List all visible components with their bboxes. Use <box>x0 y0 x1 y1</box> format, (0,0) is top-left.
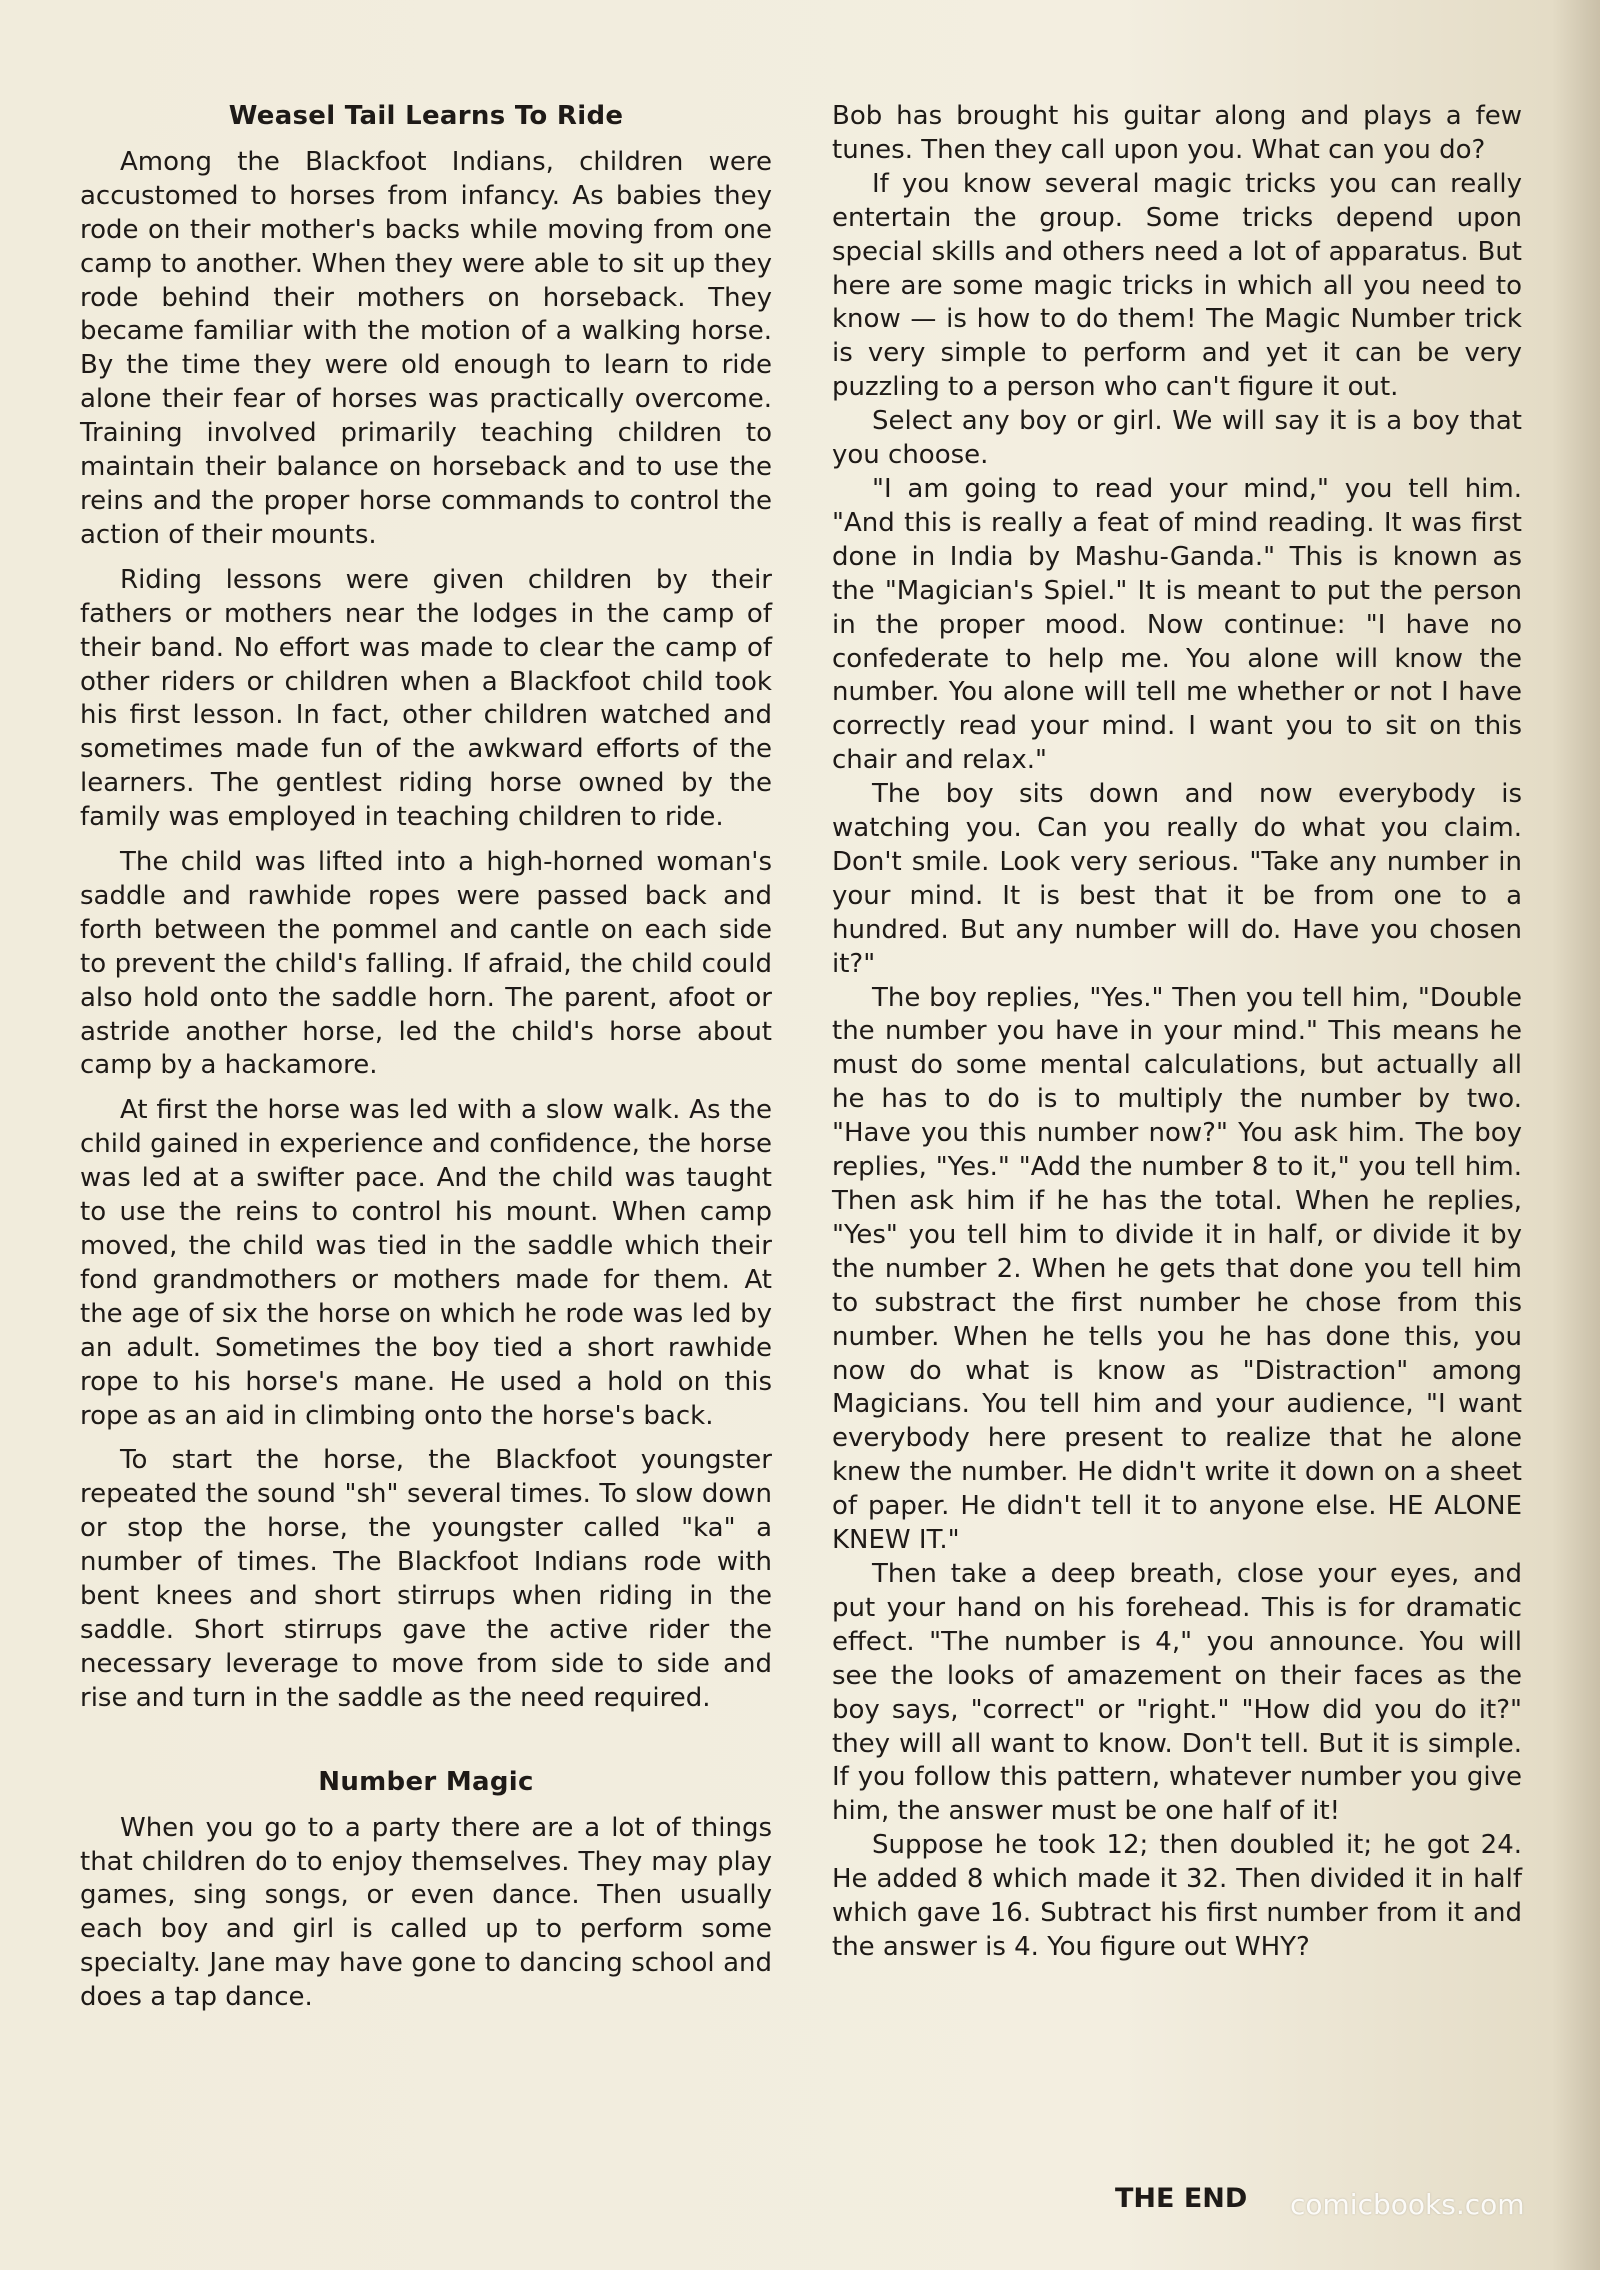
article-title-weasel-tail: Weasel Tail Learns To Ride <box>228 101 624 131</box>
article-paragraph: The boy replies, "Yes." Then you tell him, "Double the number you have in your mind." This means he must do some mental calculations, but actually all he has to do is to multiply the number by two. "Have you this number now?" You ask him. The boy replies, "Yes." "Add the number 8 to it," you tell him. Then ask him if he has the total. When he replies, "Yes" you tell him to divide it in half, or divide it by the number 2. When he gets that done you tell him to substract the first number he chose from this number. When he tells you he has done this, you now do what is know as "Distraction" among Magicians. You tell him and your audience, "I want everybody here present to realize that he alone knew the number. He didn't write it down on a sheet of paper. He didn't tell it to anyone else. HE ALONE KNEW IT." <box>832 982 1522 1556</box>
watermark: comicbooks.com <box>1290 2188 1525 2221</box>
article-paragraph: Suppose he took 12; then doubled it; he got 24. He added 8 which made it 32. Then divided it in half which gave 16. Subtract his first number from it and the answer is 4. You figure out WHY? <box>832 1830 1522 1962</box>
article-paragraph: At first the horse was led with a slow walk. As the child gained in experience and confidence, the horse was led at a swifter pace. And the child was taught to use the reins to control his mount. When camp moved, the child was tied in the saddle which their fond grandmothers or mothers made for them. At the age of six the horse on which he rode was led by an adult. Sometimes the boy tied a short rawhide rope to his horse's mane. He used a hold on this rope as an aid in climbing onto the horse's back. <box>80 1095 772 1431</box>
article-title-number-magic: Number Magic <box>318 1766 534 1797</box>
article-paragraph: Bob has brought his guitar along and plays a few tunes. Then they call upon you. What can you do? <box>832 101 1522 165</box>
article-paragraph: "I am going to read your mind," you tell him. "And this is really a feat of mind reading. It was first done in India by Mashu-Ganda." This is known as the "Magician's Spiel." It is meant to put the person in the proper mood. Now continue: "I have no confederate to help me. You alone will know the number. You alone will tell me whether or not I have correctly read your mind. I want you to sit on this chair and relax." <box>832 473 1522 776</box>
article-paragraph: Riding lessons were given children by their fathers or mothers near the lodges in the camp of their band. No effort was made to clear the camp of other riders or children when a Blackfoot child took his first lesson. In fact, other children watched and sometimes made fun of the awkward efforts of the learners. The gentlest riding horse owned by the family was employed in teaching children to ride. <box>80 564 772 833</box>
article-paragraph: To start the horse, the Blackfoot youngster repeated the sound "sh" several times. To slow down or stop the horse, the youngster called "ka" a number of times. The Blackfoot Indians rode with bent knees and short stirrups when riding in the saddle. Short stirrups gave the active rider the necessary leverage to move from side to side and rise and turn in the saddle as the need required. <box>80 1445 772 1713</box>
article-paragraph: The boy sits down and now everybody is watching you. Can you really do what you claim. Don't smile. Look very serious. "Take any number in your mind. It is best that it be from one to a hundred. But any number will do. Have you chosen it?" <box>832 779 1522 979</box>
right-column <box>832 100 1522 1965</box>
article-paragraph: Then take a deep breath, close your eyes, and put your hand on his forehead. This is for dramatic effect. "The number is 4," you announce. You will see the looks of amazement on their faces as the boy says, "correct" or "right." "How did you do it?" they will all want to know. Don't tell. But it is simple. If you follow this pattern, whatever number you give him, the answer must be one half of it! <box>832 1558 1522 1827</box>
article-paragraph: Select any boy or girl. We will say it is a boy that you choose. <box>832 406 1522 471</box>
article-paragraph: Among the Blackfoot Indians, children were accustomed to horses from infancy. As babies they rode on their mother's backs while moving from one camp to another. When they were able to sit up they rode behind their mothers on horseback. They became familiar with the motion of a walking horse. By the time they were old enough to learn to ride alone their fear of horses was practically overcome. Training involved primarily teaching children to maintain their balance on horseback and to use the reins and the proper horse commands to control the action of their mounts. <box>80 146 772 550</box>
left-column <box>80 100 772 2026</box>
article-paragraph: When you go to a party there are a lot of things that children do to enjoy themselves. They may play games, sing songs, or even dance. Then usually each boy and girl is called up to perform some specialty. Jane may have gone to dancing school and does a tap dance. <box>80 1812 772 2013</box>
article-paragraph: If you know several magic tricks you can really entertain the group. Some tricks depend upon special skills and others need a lot of apparatus. But here are some magic tricks in which all you need to know — is how to do them! The Magic Number trick is very simple to perform and yet it can be very puzzling to a person who can't figure it out. <box>832 168 1522 403</box>
article-paragraph: The child was lifted into a high-horned woman's saddle and rawhide ropes were passed back and forth between the pommel and cantle on each side to prevent the child's falling. If afraid, the child could also hold onto the saddle horn. The parent, afoot or astride another horse, led the child's horse about camp by a hackamore. <box>80 847 772 1081</box>
the-end-label: THE END <box>1115 2183 1248 2214</box>
